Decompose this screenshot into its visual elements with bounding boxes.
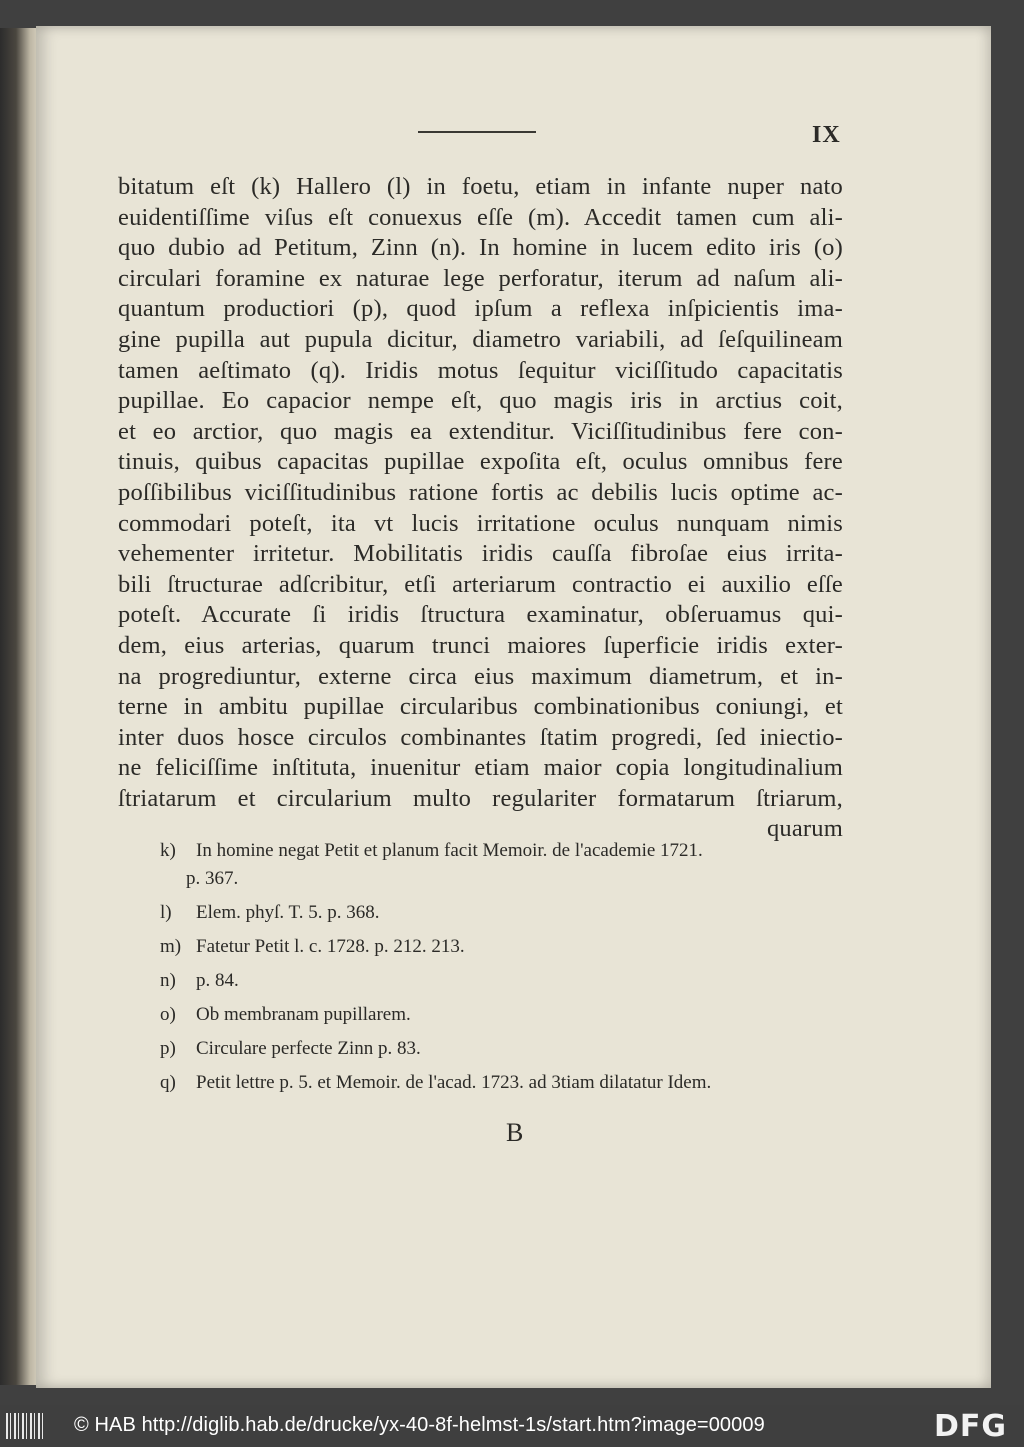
signature-mark: B (506, 1118, 524, 1147)
body-line: poteſt. Accurate ſi iridis ſtructura examinatur, obſeruamus qui- (118, 601, 843, 629)
body-line: dem, eius arterias, quarum trunci maiores ſuperficie iridis exter- (118, 631, 843, 659)
footnote-mark: n) (160, 970, 176, 991)
footnote (160, 902, 860, 936)
footnote (160, 936, 860, 970)
footnote-text: Elem. phyſ. T. 5. p. 368. (196, 902, 380, 923)
footnote-continuation (160, 868, 860, 902)
viewer-footer (0, 1405, 1024, 1447)
body-text (118, 172, 843, 845)
body-line: et eo arctior, quo magis ea extenditur. Viciſſitudinibus fere con- (118, 417, 843, 445)
body-line: ne feliciſſime inſtituta, inuenitur etiam maior copia longitudinalium (118, 754, 843, 782)
footnote-text: Fatetur Petit l. c. 1728. p. 212. 213. (196, 936, 465, 957)
footnote-text: p. 84. (196, 970, 239, 991)
body-line: euidentiſſime viſus eſt conuexus eſſe (m). Accedit tamen cum ali- (118, 203, 843, 231)
body-line: bitatum eſt (k) Hallero (l) in foetu, etiam in infante nuper nato (118, 173, 843, 200)
footnote (160, 1004, 860, 1038)
dfg-logo: DFG (934, 1409, 1008, 1444)
body-line: poſſibilibus viciſſitudinibus ratione fortis ac debilis lucis optime ac- (118, 478, 843, 506)
body-line: quo dubio ad Petitum, Zinn (n). In homine in lucem edito iris (o) (118, 234, 843, 262)
body-line: bili ſtructurae adſcribitur, etſi arteriarum contractio ei auxilio eſſe (118, 570, 843, 598)
footnotes (160, 840, 860, 1106)
body-line: pupillae. Eo capacior nempe eſt, quo magis iris in arctius coit, (118, 387, 843, 415)
body-line: na progrediuntur, externe circa eius maximum diametrum, et in- (118, 662, 843, 690)
footnote-mark: q) (160, 1072, 176, 1093)
header-rule (418, 131, 536, 133)
left-page-edge (0, 28, 40, 1385)
body-line: quantum productiori (p), quod ipſum a reflexa inſpicientis ima- (118, 295, 843, 323)
footnote-text: Petit lettre p. 5. et Memoir. de l'acad. 1723. ad 3tiam dilatatur Idem. (196, 1072, 712, 1093)
footnote-text: Circulare perfecte Zinn p. 83. (196, 1038, 421, 1059)
body-line: gine pupilla aut pupula dicitur, diametro variabili, ad ſeſquilineam (118, 325, 843, 353)
footnote (160, 1072, 860, 1106)
footnote-mark: l) (160, 902, 172, 923)
footnote-mark: k) (160, 840, 176, 861)
body-line: inter duos hosce circulos combinantes ſtatim progredi, ſed iniectio- (118, 723, 843, 751)
footnote (160, 1038, 860, 1072)
body-line: vehementer irritetur. Mobilitatis iridis cauſſa fibroſae eius irrita- (118, 540, 843, 568)
body-line: commodari poteſt, ita vt lucis irritatione oculus nunquam nimis (118, 509, 843, 537)
footnote-text: Ob membranam pupillarem. (196, 1004, 411, 1025)
barcode-icon (6, 1413, 46, 1439)
footnote (160, 970, 860, 1004)
source-link[interactable]: © HAB http://diglib.hab.de/drucke/yx-40-8f-helmst-1s/start.htm?image=00009 (74, 1414, 765, 1436)
body-line: tamen aeſtimato (q). Iridis motus ſequitur viciſſitudo capacitatis (118, 356, 843, 384)
catchword: quarum (766, 815, 843, 843)
footnote-text: p. 367. (186, 868, 239, 889)
book-page (36, 26, 991, 1388)
page-number: IX (812, 122, 841, 148)
footnote-text: In homine negat Petit et planum facit Memoir. de l'academie 1721. (196, 840, 703, 861)
footnote-mark: p) (160, 1038, 176, 1059)
body-line: circulari foramine ex naturae lege perforatur, iterum ad naſum ali- (118, 264, 843, 292)
body-line: tinuis, quibus capacitas pupillae expoſita eſt, oculus omnibus fere (118, 448, 843, 476)
footnote-mark: m) (160, 936, 182, 957)
body-line: terne in ambitu pupillae circularibus combinationibus coniungi, et (118, 693, 843, 721)
footnote-mark: o) (160, 1004, 176, 1025)
body-line: ſtriatarum et circularium multo regulariter formatarum ſtriarum, (118, 784, 843, 812)
